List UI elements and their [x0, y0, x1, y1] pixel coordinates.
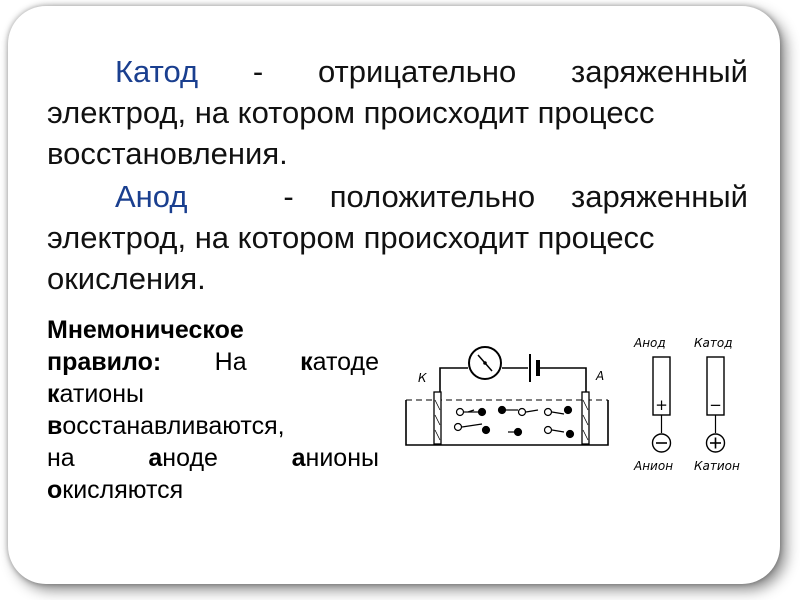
mnemonic-line-4: восстанавливаются, — [47, 412, 285, 440]
cation-plus-icon — [707, 415, 725, 452]
cathode-column-label: Катод — [694, 336, 733, 350]
cathode-word-2: заряженный — [571, 54, 748, 89]
anode-term: Анод — [115, 179, 188, 214]
cathode-minus-sign: − — [709, 396, 722, 414]
anion-minus-icon — [653, 415, 671, 452]
circuit-wire — [440, 368, 586, 402]
anode-word-1: положительно — [329, 179, 536, 214]
cathode-dash: - — [252, 54, 264, 89]
mnemonic-word-na: На — [214, 348, 247, 376]
galvanometer-icon — [469, 347, 501, 379]
cathode-line-2: электрод, на котором происходит процесс — [47, 95, 655, 130]
mnemonic-word-katode: катоде — [300, 348, 379, 376]
anode-line-3: окисления. — [47, 261, 206, 296]
cathode-word-1: отрицательно — [317, 54, 517, 89]
ion-particles — [455, 407, 574, 438]
anode-definition — [47, 176, 748, 299]
cathode-line-1 — [47, 51, 748, 92]
electrode-ion-diagram — [628, 330, 758, 480]
mnemonic-line-3: катионы — [47, 380, 144, 408]
anode-line-2: электрод, на котором происходит процесс — [47, 220, 655, 255]
anode-line-1 — [47, 176, 748, 217]
cell-label-a: А — [596, 369, 605, 383]
mnemonic-rule — [47, 314, 379, 506]
mnemonic-word-na-2: на — [47, 444, 75, 472]
cathode-term: Катод — [115, 54, 199, 89]
mnemonic-line-2 — [47, 346, 379, 378]
mnemonic-title: Мнемоническое — [47, 316, 244, 344]
anode-dash: - — [283, 179, 294, 214]
cell-label-k: К — [418, 371, 427, 385]
cathode-line-3: восстановления. — [47, 136, 288, 171]
anode-column-label: Анод — [634, 336, 666, 350]
cathode-plate — [434, 392, 441, 444]
cation-label: Катион — [694, 459, 740, 473]
mnemonic-word-anions: анионы — [291, 444, 379, 472]
anode-plus-sign: + — [655, 396, 668, 414]
mnemonic-rule-label: правило: — [47, 348, 162, 376]
battery-icon — [530, 354, 538, 382]
mnemonic-word-anode: аноде — [148, 444, 218, 472]
anode-word-2: заряженный — [571, 179, 748, 214]
mnemonic-line-5 — [47, 442, 379, 474]
cathode-definition — [47, 51, 748, 174]
anode-plate — [582, 392, 589, 444]
electrolysis-cell-diagram — [398, 340, 616, 452]
mnemonic-line-6: окисляются — [47, 476, 184, 504]
anion-label: Анион — [634, 459, 674, 473]
